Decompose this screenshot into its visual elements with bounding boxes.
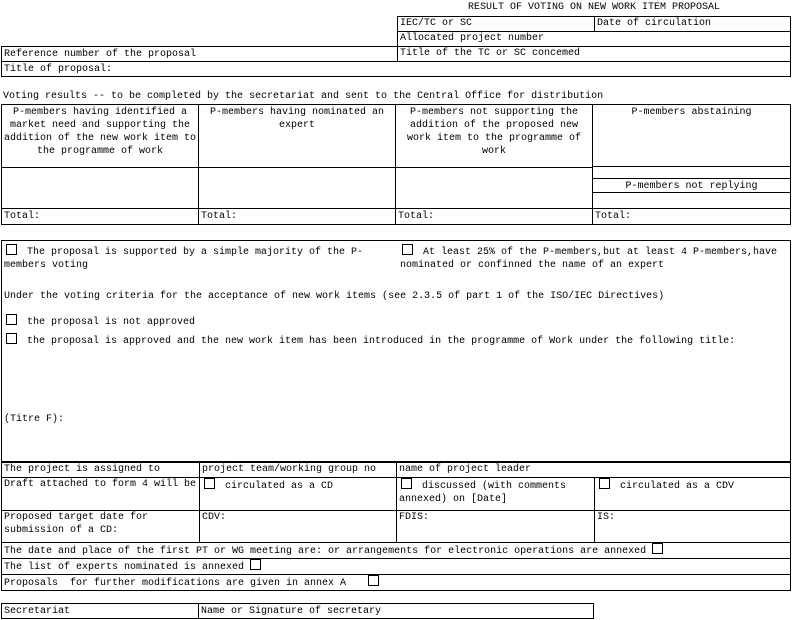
voting-col2-header: P-members having nominated an expert <box>199 105 395 168</box>
table-row <box>2 478 791 511</box>
voting-col2-total-cell[interactable]: Total: <box>201 211 238 222</box>
table-row <box>2 559 791 575</box>
date-of-circulation-label: Date of circulation <box>597 18 712 29</box>
expert-confirmed-label: At least 25% of the P-members,but at least 4 P-members,have nominated or confinned the name of an expert <box>400 247 778 271</box>
table-row <box>398 47 791 62</box>
simple-majority-label: The proposal is supported by a simple majority of the P-members voting <box>4 247 364 271</box>
reference-number-field[interactable] <box>1 46 398 62</box>
circulated-cdv-label: circulated as a CDV <box>620 481 735 492</box>
simple-majority-option <box>4 244 396 272</box>
cdv-label: CDV: <box>202 512 227 523</box>
project-leader-label: name of project leader <box>399 464 532 475</box>
circulated-cd-option <box>200 478 397 511</box>
iec-tc-sc-label: IEC/TC or SC <box>400 18 473 29</box>
project-team-label: project team/working group no <box>202 464 377 475</box>
further-modifications-checkbox[interactable] <box>368 575 379 586</box>
approved-option <box>4 333 790 348</box>
circulated-cd-label: circulated as a CD <box>225 481 334 492</box>
experts-annexed-row <box>2 559 791 575</box>
circulated-cd-checkbox[interactable] <box>204 478 215 489</box>
voting-col-not-supporting <box>396 105 593 224</box>
secretary-signature-label: Name or Signature of secretary <box>201 606 382 617</box>
title-tc-sc-field[interactable] <box>398 47 791 62</box>
under-criteria-text: Under the voting criteria for the acceptance of new work items (see 2.3.5 of part 1 of the ISO/IEC Directives) <box>4 291 665 302</box>
expert-confirmed-checkbox[interactable] <box>402 244 413 255</box>
target-date-cd-label: Proposed target date for submission of a CD: <box>4 512 149 536</box>
circulated-cdv-checkbox[interactable] <box>599 478 610 489</box>
is-field[interactable] <box>595 511 791 543</box>
simple-majority-checkbox[interactable] <box>6 244 17 255</box>
voting-col1-entries-cell[interactable] <box>2 168 198 209</box>
table-row <box>2 543 791 559</box>
criteria-box <box>1 240 791 462</box>
table-row <box>2 575 791 591</box>
discussed-option <box>397 478 595 511</box>
not-approved-checkbox[interactable] <box>6 314 17 325</box>
voting-col1-header: P-members having identified a market need and supporting the addition of the new work item to the programme of work <box>2 105 198 168</box>
table-row <box>398 32 791 47</box>
is-label: IS: <box>597 512 616 523</box>
not-replying-header: P-members not replying <box>593 179 790 193</box>
project-team-field[interactable] <box>200 463 397 478</box>
not-approved-option <box>4 314 790 329</box>
expert-confirmed-option <box>400 244 788 272</box>
voting-col2-entries-cell[interactable] <box>199 168 395 209</box>
voting-col4-not-replying-cell[interactable] <box>593 193 790 209</box>
secretariat-label: Secretariat <box>4 606 71 617</box>
fdis-field[interactable] <box>397 511 595 543</box>
discussed-checkbox[interactable] <box>401 478 412 489</box>
voting-col3-entries-cell[interactable] <box>396 168 592 209</box>
voting-col1-total-cell[interactable]: Total: <box>4 211 41 222</box>
further-modifications-row <box>2 575 791 591</box>
further-modifications-label: Proposals for further modifications are given in annex A <box>4 578 347 589</box>
approved-label: the proposal is approved and the new work item has been introduced in the programme of Work under the following title: <box>27 336 736 347</box>
not-approved-label: the proposal is not approved <box>27 317 196 328</box>
voting-col4-abstaining-cell[interactable] <box>593 167 790 180</box>
voting-col3-header: P-members not supporting the addition of the proposed new work item to the programme of work <box>396 105 592 168</box>
page-title: RESULT OF VOTING ON NEW WORK ITEM PROPOSAL <box>467 2 721 13</box>
approved-checkbox[interactable] <box>6 333 17 344</box>
table-row <box>2 511 791 543</box>
assignment-table <box>1 462 791 591</box>
first-meeting-label: The date and place of the first PT or WG meeting are: or arrangements for electronic operations are annexed <box>4 546 647 557</box>
project-assigned-field[interactable] <box>2 463 200 478</box>
title-of-proposal-field[interactable] <box>1 61 791 77</box>
experts-annexed-checkbox[interactable] <box>250 559 261 570</box>
allocated-project-number-field[interactable] <box>398 32 791 47</box>
header-table <box>397 16 791 62</box>
voting-col-nominated <box>199 105 396 224</box>
secretary-signature-field[interactable] <box>199 604 593 618</box>
draft-attached-label-cell <box>2 478 200 511</box>
voting-table <box>1 104 791 225</box>
first-meeting-checkbox[interactable] <box>652 543 663 554</box>
secretariat-field[interactable] <box>2 604 199 618</box>
date-of-circulation-field[interactable] <box>595 17 791 32</box>
draft-attached-label: Draft attached to form 4 will be <box>4 479 197 490</box>
voting-col-abstaining <box>593 105 790 224</box>
project-leader-field[interactable] <box>397 463 791 478</box>
voting-results-heading: Voting results -- to be completed by the secretariat and sent to the Central Office for distribution <box>3 91 604 102</box>
cdv-field[interactable] <box>200 511 397 543</box>
experts-annexed-label: The list of experts nominated is annexed <box>4 562 245 573</box>
voting-col3-total-cell[interactable]: Total: <box>398 211 435 222</box>
voting-col-identified <box>2 105 199 224</box>
iec-tc-sc-field[interactable] <box>398 17 595 32</box>
title-tc-sc-label: Title of the TC or SC concemed <box>400 48 581 59</box>
project-assigned-label: The project is assigned to <box>4 464 161 475</box>
table-row <box>398 17 791 32</box>
table-row <box>2 463 791 478</box>
reference-number-label: Reference number of the proposal <box>4 49 197 60</box>
discussed-label: discussed (with comments annexed) on [Date] <box>399 481 567 505</box>
allocated-project-number-label: Allocated project number <box>400 33 545 44</box>
first-meeting-row <box>2 543 791 559</box>
secretariat-table <box>1 603 594 619</box>
voting-col4-header: P-members abstaining <box>593 105 790 167</box>
title-of-proposal-label: Title of proposal: <box>4 64 113 75</box>
voting-col4-total-cell[interactable]: Total: <box>595 211 632 222</box>
titre-f-label: (Titre F): <box>4 414 65 425</box>
circulated-cdv-option <box>595 478 791 511</box>
fdis-label: FDIS: <box>399 512 430 523</box>
target-date-cd-field[interactable] <box>2 511 200 543</box>
